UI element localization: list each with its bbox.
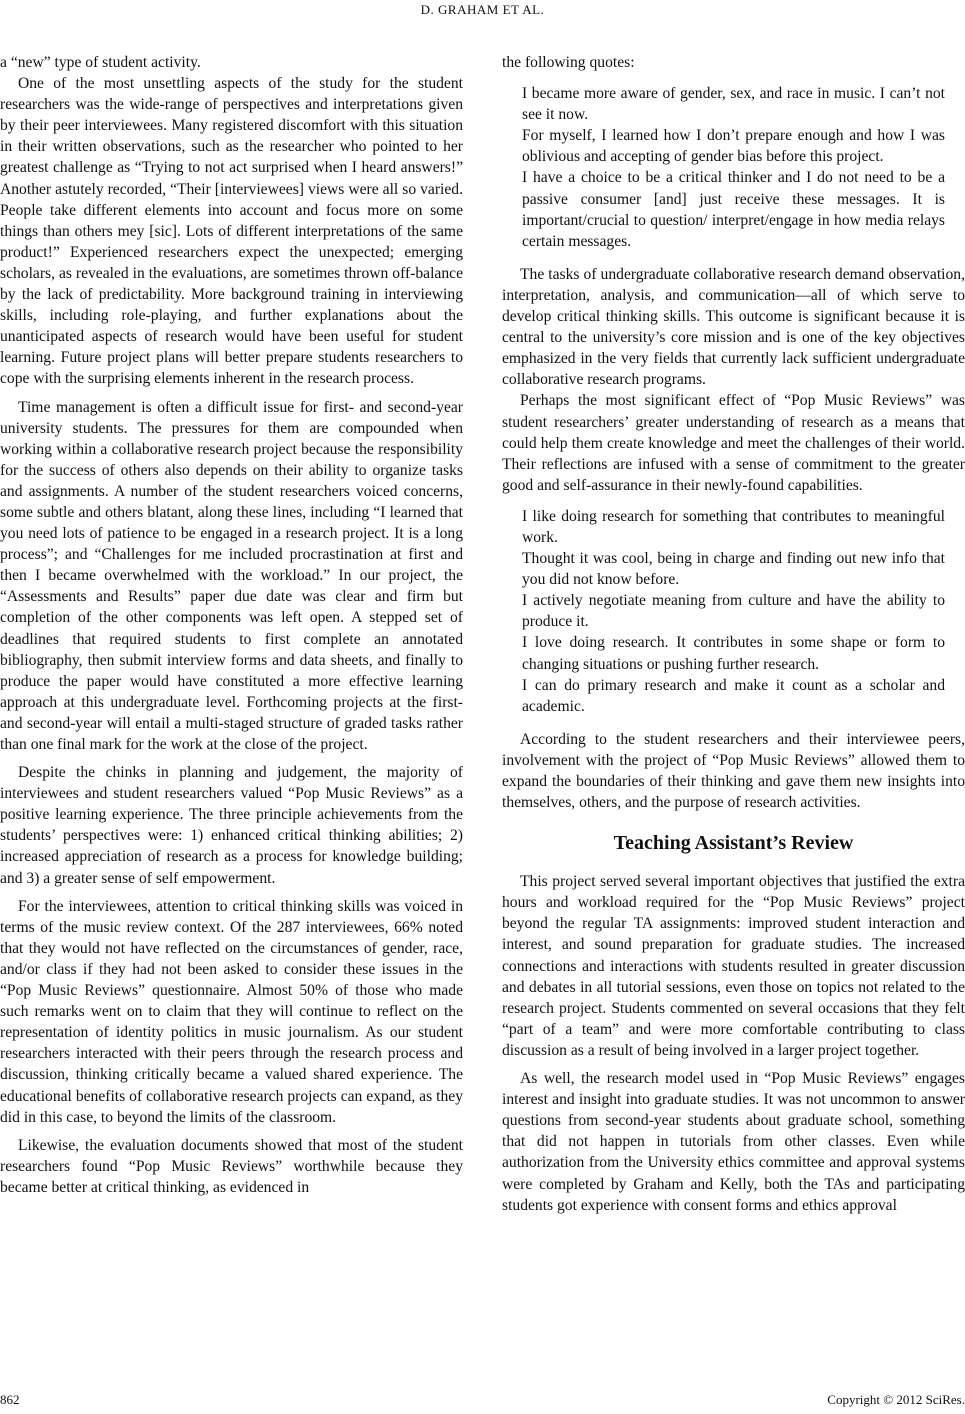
quote: I have a choice to be a critical thinker and I do not need to be a passive consumer [and] just receive these messages. It is important/crucial to question/ interpret/engage in how media relays certain messages. <box>522 169 945 250</box>
quote: For myself, I learned how I don’t prepare enough and how I was oblivious and accepting of gender bias before this project. <box>522 127 945 166</box>
paragraph: As well, the research model used in “Pop Music Reviews” engages interest and insight into graduate studies. It was not uncommon to answer questions from second-year students about graduate school, something that did not happen in tutorials from other classes. Even while authorization from the University ethics committee and approval systems were completed by Graham and Kelly, both the TAs and participating students got experience with consent forms and ethics approval <box>502 1070 965 1214</box>
section-heading: Teaching Assistant’s Review <box>613 832 854 855</box>
paragraph: Despite the chinks in planning and judgement, the majority of interviewees and student researchers valued “Pop Music Reviews” as a positive learning experience. The three principle achievements from the students’ perspectives were: 1) enhanced critical thinking abilities; 2) increased appreciation of research as a process for knowledge building; and 3) a greater sense of self empowerment. <box>0 764 463 887</box>
block-quote <box>522 506 945 717</box>
quote: I actively negotiate meaning from culture and have the ability to produce it. <box>522 592 945 631</box>
paragraph: Perhaps the most significant effect of “Pop Music Reviews” was student researchers’ greater understanding of research as a means that could help them create knowledge and meet the challenges of their world. Their reflections are infused with a sense of commitment to the greater good and self-assurance in their newly-found capabilities. <box>502 392 965 494</box>
quote: I like doing research for something that contributes to meaningful work. <box>522 507 945 546</box>
paragraph: a “new” type of student activity. <box>0 54 201 71</box>
paragraph: Likewise, the evaluation documents showed that most of the student researchers found “Pop Music Reviews” worthwhile because they became better at critical thinking, as evidenced in <box>0 1136 463 1196</box>
paragraph: According to the student researchers and their interviewee peers, involvement with the project of “Pop Music Reviews” allowed them to expand the boundaries of their thinking and gave them new insights into themselves, others, and the purpose of research activities. <box>502 730 965 812</box>
paragraph: The tasks of undergraduate collaborative research demand observation, interpretation, analysis, and communication—all of which serve to develop critical thinking skills. This outcome is significant because it is central to the university’s core mission and is one of the key objectives emphasized in the very fields that currently lack sufficient undergraduate collaborative research programs. <box>502 265 965 389</box>
page-number: 862 <box>0 1392 20 1407</box>
left-column <box>0 52 463 1198</box>
block-quote <box>522 83 945 252</box>
quote: I can do primary research and make it count as a scholar and academic. <box>522 676 945 715</box>
copyright: Copyright © 2012 SciRes. <box>827 1392 965 1407</box>
paragraph: For the interviewees, attention to critical thinking skills was voiced in terms of the music review context. Of the 287 interviewees, 66% noted that they would not have reflected on the circumstances of gender, race, and/or class if they had not been asked to consider these issues in the “Pop Music Reviews” questionnaire. Almost 50% of those who made such remarks went on to claim that they will continue to reflect on the representation of identity politics in music journalism. As our student researchers interacted with their peers through the research process and discussion, thinking critically became a valued shared experience. The educational benefits of collaborative research projects can expand, as they did in this case, to beyond the limits of the classroom. <box>0 897 463 1126</box>
paragraph: One of the most unsettling aspects of the study for the student researchers was the wide-range of perspectives and interpretations given by their peer interviewees. Many registered discomfort with this situation in their written observations, such as the researcher who pointed to her greatest challenge as “Trying to not act surprised when I heard answers!” Another astutely recorded, “Their [interviewees] views were all so varied. People take different elements into account and focus more on some things than others mey [sic]. Lots of different interpretations of the same product!” Experienced researchers expect the unexpected; emerging scholars, as revealed in the evaluations, are sometimes thrown off-balance by the lack of predictability. More background training in interviewing skills, including role-playing, and further explanations about the unanticipated aspects of research would have been useful for student learning. Future project plans will better prepare students researchers to cope with the surprising elements inherent in the research process. <box>0 75 463 388</box>
paragraph: This project served several important objectives that justified the extra hours and workload required for the “Pop Music Reviews” project beyond the regular TA assignments: improved student interaction and interest, and sound preparation for graduate studies. The increased connections and interactions with students resulted in greater discussion and debates in all tutorial sessions, even those on topics not related to the research project. Students commented on several occasions that they felt “part of a team” and were more comfortable contributing to class discussion as a result of being involved in a larger project together. <box>502 873 965 1059</box>
paragraph: Time management is often a difficult issue for first- and second-year university students. The pressures for them are compounded when working within a collaborative research project because the responsibility for the success of others also depends on their ability to organize tasks and assignments. A number of the student researchers voiced concerns, some subtle and others blatant, along these lines, including “I learned that you need lots of patience to be engaged in a research project. It is a long process”; and “Challenges for me included procrastination at first and then I became overwhelmed with the workload.” In our project, the “Assessments and Results” paper due date was clear and firm but completion of the other components was left open. A stepped set of deadlines that required students to first complete an annotated bibliography, then submit interview forms and data sheets, and finally to produce the paper would have constituted a more effective learning approach at this undergraduate level. Forthcoming projects at the first- and second-year will entail a multi-staged structure of graded tasks rather than one final mark for the work at the close of the project. <box>0 398 463 753</box>
paragraph: the following quotes: <box>502 54 635 71</box>
running-header: D. GRAHAM ET AL. <box>420 2 545 17</box>
right-column <box>502 52 965 1216</box>
quote: Thought it was cool, being in charge and finding out new info that you did not know before. <box>522 550 945 589</box>
quote: I love doing research. It contributes in some shape or form to changing situations or pushing further research. <box>522 634 945 673</box>
quote: I became more aware of gender, sex, and race in music. I can’t not see it now. <box>522 85 945 124</box>
